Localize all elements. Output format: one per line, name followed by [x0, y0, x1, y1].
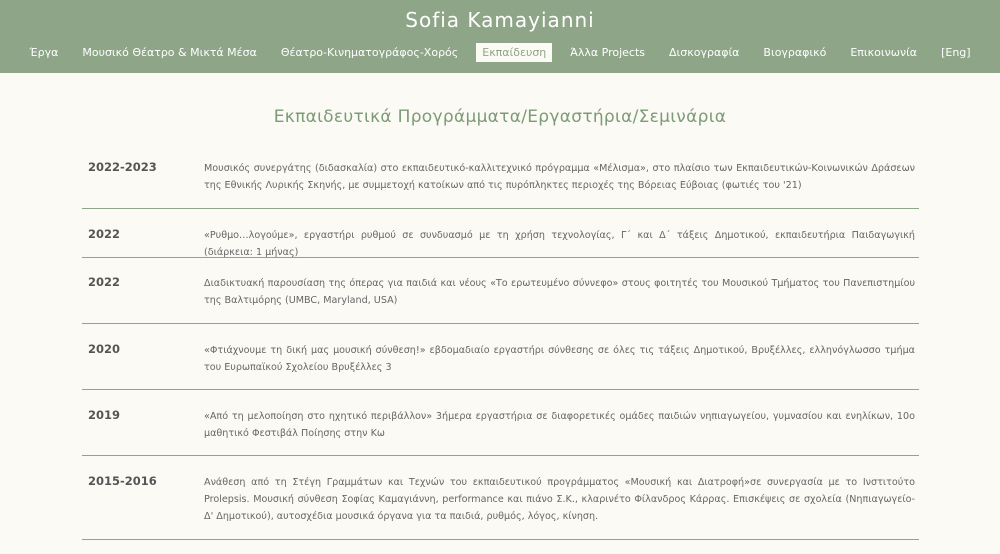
nav-item-works[interactable]: Έργα: [29, 46, 59, 59]
row-year: 2020: [88, 342, 121, 356]
row-description: Ανάθεση από τη Στέγη Γραμμάτων και Τεχνών του εκπαιδευτικού προγράμματος «Μουσική και Διατροφή»σε συνεργασία με το Ινστιτούτο Prolepsis. Μουσική σύνθεση Σοφίας Καμαγιάννη, performance και πιάνο Σ.Κ., κλαρινέτο Φίλανδρος Κάρρας. Επισκέψεις σε σχολεία (Νηπιαγωγείο-Δ' Δημοτικού), αυτοσχέδια μουσικά όργανα για τα παιδιά, ρυθμός, λόγος, κίνηση.: [204, 477, 915, 522]
row-year: 2015-2016: [88, 474, 157, 488]
nav-item-music-theatre[interactable]: Μουσικό Θέατρο & Μικτά Μέσα: [82, 46, 257, 59]
page-title: Εκπαιδευτικά Προγράμματα/Εργαστήρια/Σεμινάρια: [273, 107, 727, 127]
row-year: 2022: [88, 227, 121, 241]
row-description: «Φτιάχνουμε τη δική μας μουσική σύνθεση!» εβδομαδιαίο εργαστήρι σύνθεσης σε όλες τις τάξεις Δημοτικού, Βρυξέλλες, ελληνόγλωσσο τμήμα του Ευρωπαϊκού Σχολείου Βρυξέλλες 3: [204, 345, 915, 373]
nav-item-contact[interactable]: Επικοινωνία: [850, 46, 918, 59]
row-year: 2022-2023: [88, 160, 157, 174]
nav-item-theatre-cinema-dance[interactable]: Θέατρο-Κινηματογράφος-Χορός: [280, 46, 459, 59]
nav-item-biography[interactable]: Βιογραφικό: [763, 46, 827, 59]
row-description: «Από τη μελοποίηση στο ηχητικό περιβάλλον» 3ήμερα εργαστήρια σε διαφορετικές ομάδες παιδιών νηπιαγωγείου, γυμνασίου και ενηλίκων, 10ο μαθητικό Φεστιβάλ Ποίησης στην Κω: [204, 411, 915, 439]
nav-item-english[interactable]: [Eng]: [941, 46, 971, 59]
row-description: Μουσικός συνεργάτης (διδασκαλία) στο εκπαιδευτικό-καλλιτεχνικό πρόγραμμα «Μέλισμα», στο πλαίσιο των Εκπαιδευτικών-Κοινωνικών Δράσεων της Εθνικής Λυρικής Σκηνής, με συμμετοχή κατοίκων από τις πυρόπληκτες περιοχές της Βόρειας Εύβοιας (φωτιές του '21): [204, 163, 915, 191]
table-row: [82, 456, 919, 540]
table-row: [82, 324, 919, 390]
site-title[interactable]: Sofia Kamayianni: [405, 8, 595, 32]
row-description: «Ρυθμο…λογούμε», εργαστήρι ρυθμού σε συνδυασμό με τη χρήση τεχνολογίας, Γ΄ και Δ΄ τάξεις Δημοτικού, εκπαιδευτήρια Παιδαγωγική (διάρκεια: 1 μήνας): [204, 230, 915, 258]
nav-item-other-projects[interactable]: Άλλα Projects: [570, 46, 646, 59]
row-description: Διαδικτυακή παρουσίαση της όπερας για παιδιά και νέους «Το ερωτευμένο σύννεφο» στους φοιτητές του Μουσικού Τμήματος του Πανεπιστημίου της Βαλτιμόρης (UMBC, Maryland, USA): [204, 278, 915, 306]
main-nav: [0, 43, 1000, 62]
row-year: 2022: [88, 275, 121, 289]
row-year: 2019: [88, 408, 121, 422]
nav-item-discography[interactable]: Δισκογραφία: [669, 46, 740, 59]
site-header: [0, 0, 1000, 73]
table-row: [82, 209, 919, 258]
nav-item-education[interactable]: Εκπαίδευση: [476, 43, 552, 62]
table-row: [82, 146, 919, 209]
education-table: [82, 146, 919, 540]
table-row: [82, 390, 919, 456]
table-row: [82, 258, 919, 324]
